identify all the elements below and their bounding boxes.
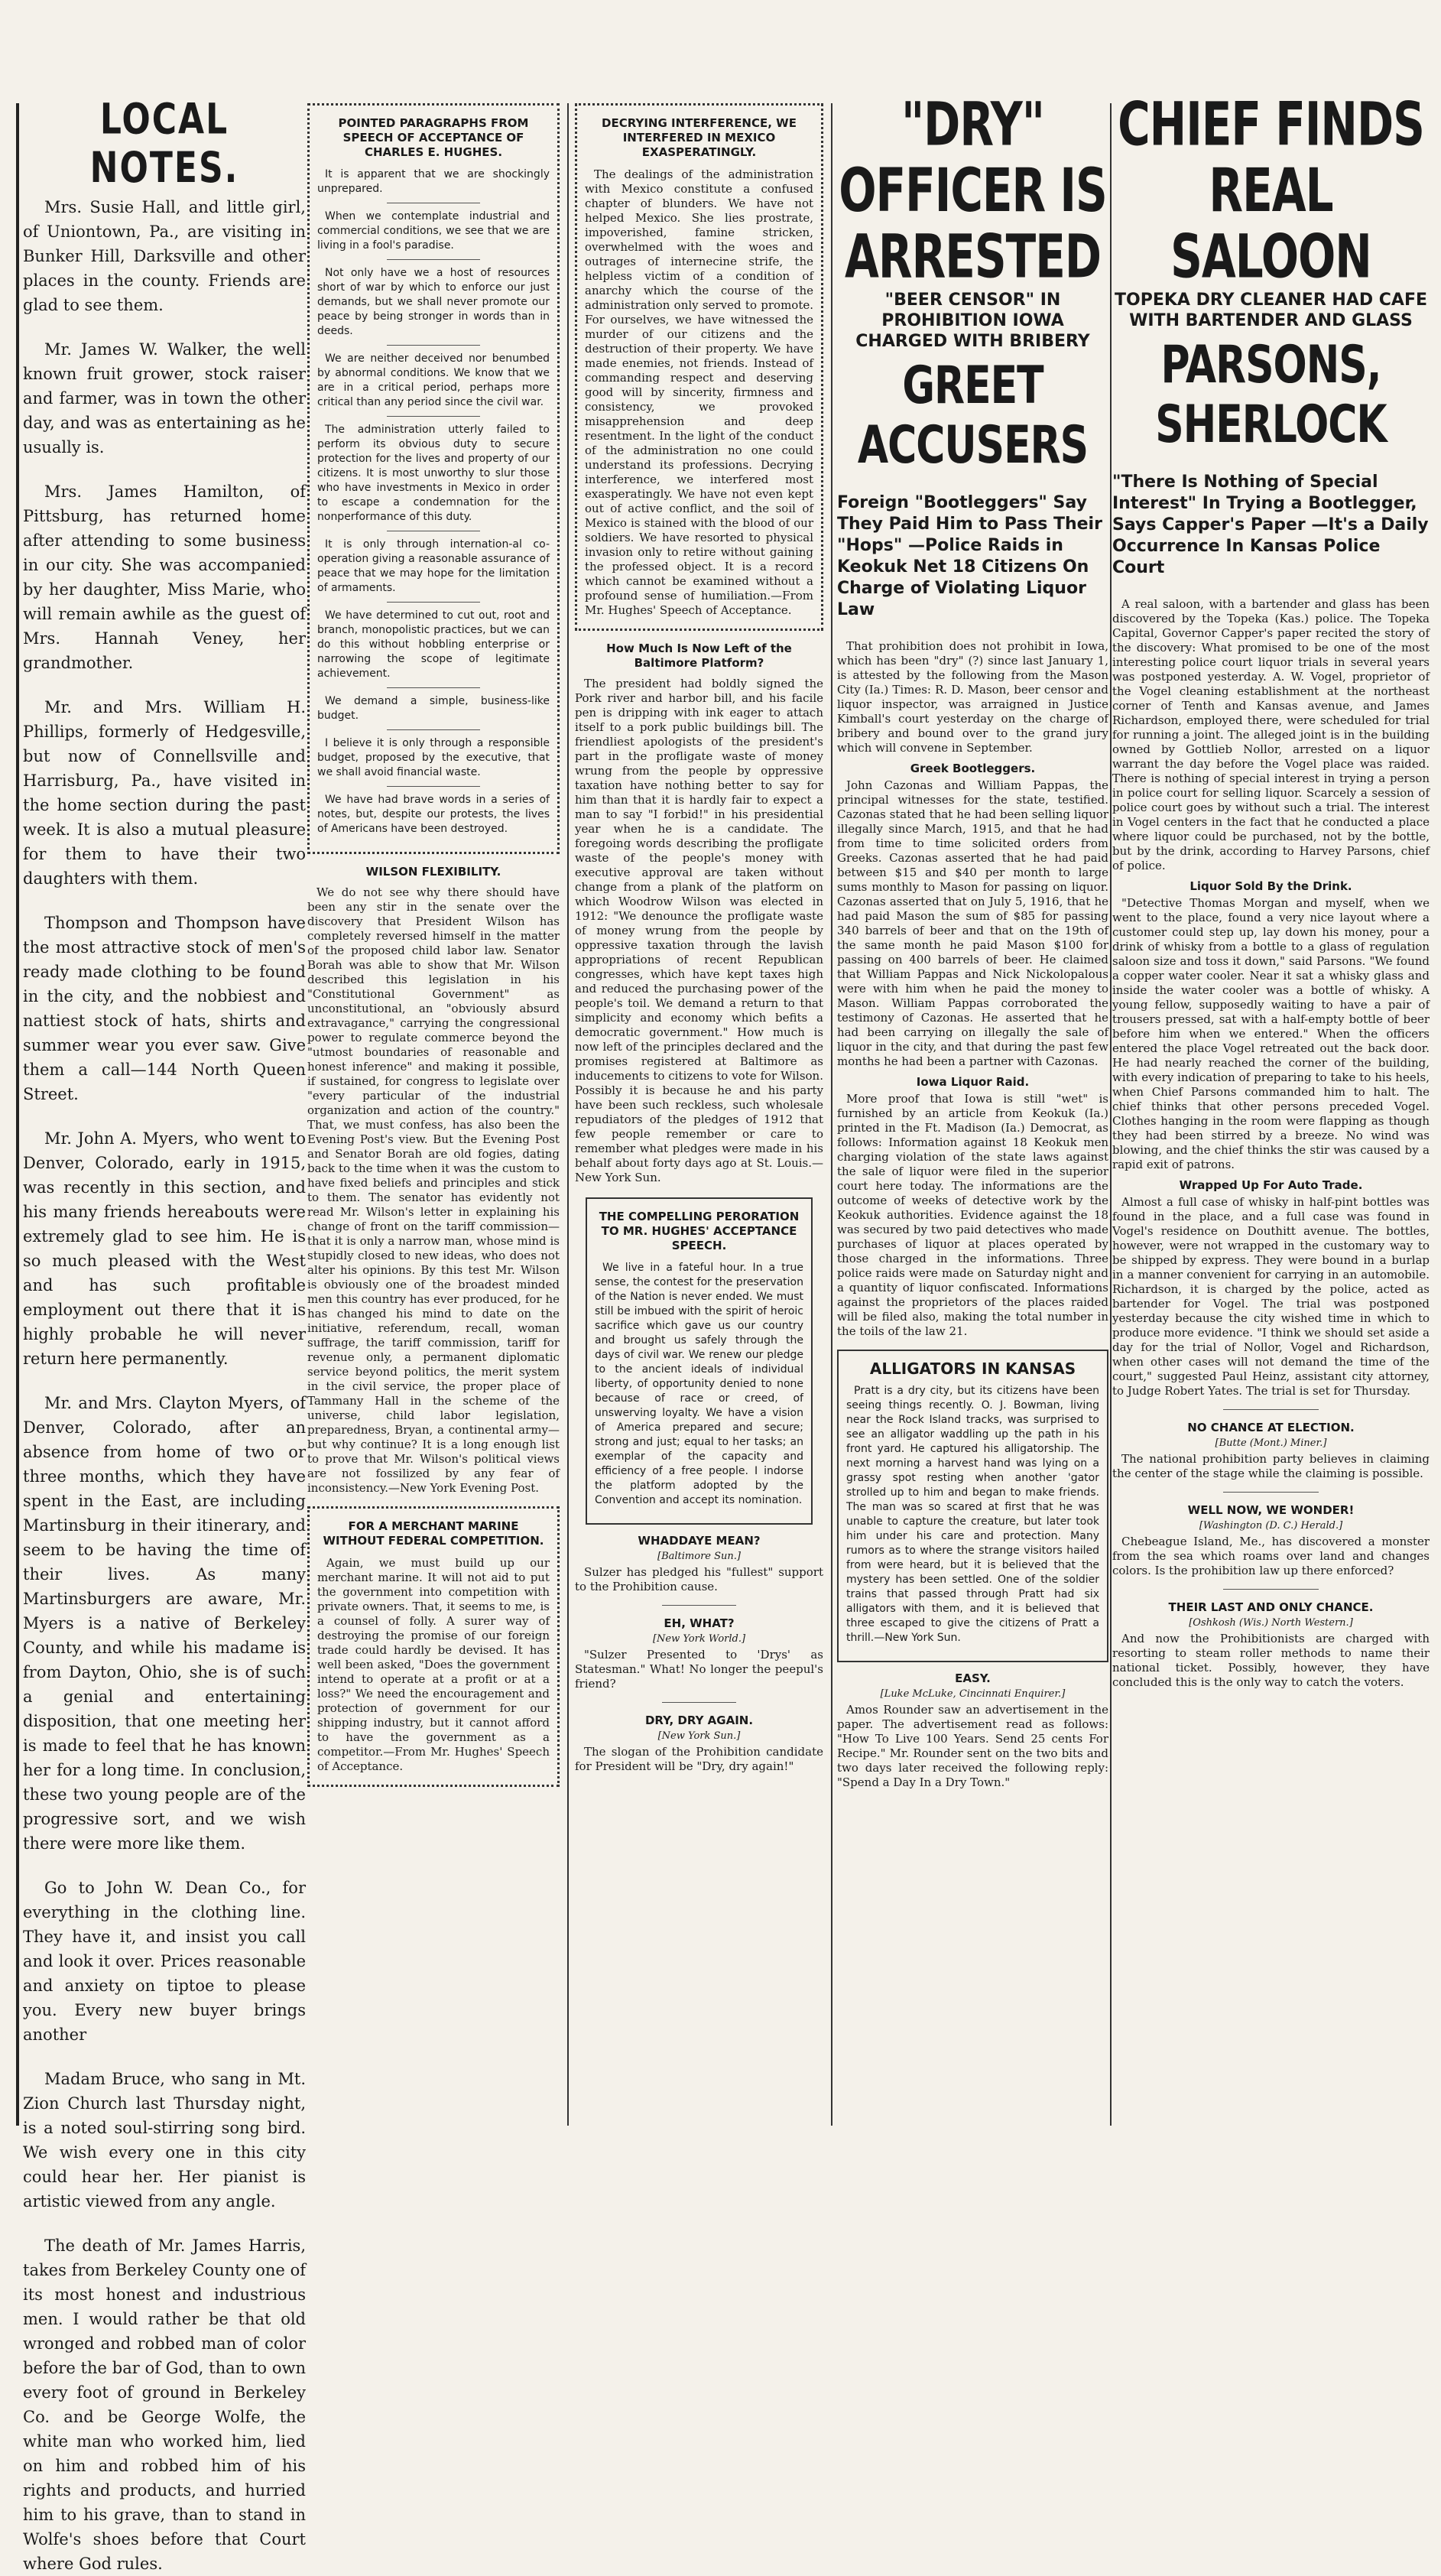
divider — [387, 602, 480, 603]
pointed-paragraph: We have determined to cut out, root and branch, monopolistic practices, but we can do this without hobbling enterprise or narrowing the scope of legitimate achievement. — [317, 609, 550, 680]
liquor-by-drink-title: Liquor Sold By the Drink. — [1189, 879, 1352, 893]
pointed-paragraph: It is apparent that we are shockingly unprepared. — [317, 168, 550, 195]
divider — [1223, 1589, 1319, 1590]
local-notes-column — [23, 95, 306, 2573]
divider — [387, 729, 480, 730]
dry-officer-text: That prohibition does not prohibit in Iowa, which has been "dry" (?) since last January 1, is attested by the following from the Mason City (Ia.) Times: R. D. Mason, beer censor and liquor inspector, was arraigned in Justice Kimball's court yesterday on the charge of bribery and bound over to the grand jury which will convene in September. — [837, 639, 1108, 755]
peroration-title: THE COMPELLING PERORATION TO MR. HUGHES' ACCEPTANCE SPEECH. — [599, 1210, 800, 1252]
iowa-raid-title: Iowa Liquor Raid. — [916, 1075, 1030, 1089]
alligators-title: ALLIGATORS IN KANSAS — [869, 1359, 1076, 1378]
whaddaye-source: [Baltimore Sun.] — [657, 1551, 741, 1562]
greek-bootleggers-text: John Cazonas and William Pappas, the principal witnesses for the state, testified. Cazonas stated that he had been selling liquor illegally since March, 1915, and that he had from time to time solicited orders from Greeks. Cazonas asserted that he had paid between $15 and $40 per month to large sums monthly to Mason for passing on liquor. Cazonas asserted that on July 5, 1916, that he had paid Mason the sum of $85 for passing 340 barrels of beer and that on the 19th of the same month he paid Mason $100 for passing on 400 barrels of beer. He claimed that William Pappas and Nick Nickolopalous were with him when he paid the money to Mason. William Pappas corroborated the testimony of Cazonas. He asserted that he had been carrying on illegally the sale of liquor in the city, and that during the past few months he had been a partner with Cazonas. — [837, 778, 1108, 1068]
local-note: Mrs. Susie Hall, and little girl, of Uniontown, Pa., are visiting in Bunker Hill, Darksville and other places in the county. Friends are glad to see them. — [23, 198, 306, 314]
iowa-raid-text: More proof that Iowa is still "wet" is furnished by an article from Keokuk (Ia.) printed in the Ft. Madison (Ia.) Democrat, as follows: Information against 18 Keokuk men charging violation of the state laws against the sale of liquor were filed in the superior court here today. The informations are the outcome of weeks of detective work by the Keokuk authorities. Evidence against the 18 was secured by two paid detectives who made purchases of liquor at places operated by those charged in the informations. Three police raids were made on Saturday night and a quantity of liquor confiscated. Informations against the proprietors of the places raided will be filed also, making the total number in the toils of the law 21. — [837, 1092, 1108, 1338]
parsons-sherlock-headline: PARSONS, SHERLOCK — [1155, 336, 1387, 455]
local-note: Mr. James W. Walker, the well known fruit grower, stock raiser and farmer, was in town the other day, and was as entertaining as he usually is. — [23, 340, 306, 456]
auto-trade-text: Almost a full case of whisky in half-pint bottles was found in the place, and a full case was found in Vogel's residence on Douthitt avenue. The bottles, however, were not wrapped in the customary way to be shipped by express. They were bound in a burlap in a manner convenient for carrying in an automobile. Richardson, it is charged by the police, acted as bartender for Vogel. The trial was postponed yesterday because the city wished time in which to produce more evidence. "I think we should set aside a day for the trial of Nollor, Vogel and Richardson, when other cases will not demand the time of the court," suggested Paul Heinz, assistant city attorney, to Judge Robert Yates. The trial is set for Thursday. — [1112, 1195, 1430, 1398]
dry-officer-column — [837, 89, 1108, 2126]
alligators-text: Pratt is a dry city, but its citizens have been seeing things recently. O. J. Bowman, living near the Rock Island tracks, was surprised to see an alligator waddling up the path in his front yard. He captured his alligatorship. The next morning a harvest hand was lying on a grassy spot resting when another 'gator strolled up to him and began to make friends. The man was so scared at first that he was unable to capture the creature, but later took him under his care and protection. Many rumors as to where the strange visitors hailed from were heard, but it is believed that the mystery has been settled. One of the soldier trains that passed through Pratt had six alligators with them, and it is believed that three escaped to give the citizens of Pratt a thrill.—New York Sun. — [846, 1385, 1099, 1644]
local-note: Mr. John A. Myers, who went to Denver, Colorado, early in 1915, was recently in this section, and his many friends hereabouts were extremely glad to see him. He is so much pleased with the West and has such profitable employment out there that it is highly probable he will never return here permanently. — [23, 1129, 306, 1368]
greet-accusers-headline: GREET ACCUSERS — [857, 356, 1089, 476]
alligators-box — [837, 1350, 1108, 1662]
pointed-paragraphs-box — [307, 103, 560, 854]
no-chance-text: The national prohibition party believes in claiming the center of the stage while the claiming is possible. — [1112, 1452, 1430, 1480]
we-wonder-text: Chebeague Island, Me., has discovered a monster from the sea which roams over land and changes colors. Is the prohibition law up there enforced? — [1112, 1535, 1430, 1577]
divider — [662, 1605, 737, 1606]
ehwhat-title: EH, WHAT? — [664, 1616, 735, 1630]
pointed-paragraph: I believe it is only through a responsible budget, proposed by the executive, that we shall avoid financial waste. — [317, 737, 550, 778]
local-note: Mr. and Mrs. Clayton Myers, of Denver, Colorado, after an absence from home of two or three months, which they have spent in the East, are including Martinsburg in their itinerary, and seem to be having the time of their lives. As many Martinsburgers are aware, Mr. Myers is a native of Berkeley County, and while his madame is from Dayton, Ohio, she is of such a genial and entertaining disposition, that one meeting her is made to feel that he has known her for a long time. In conclusion, these two young people are of the progressive sort, and we wish there were more like them. — [23, 1394, 306, 1853]
liquor-by-drink-text: "Detective Thomas Morgan and myself, when we went to the place, found a very nice layout where a customer could step up, lay down his money, pour a drink of whisky from a bottle to a glass of regulation saloon size and toss it down," said Parsons. "We found a copper water cooler. Near it sat a whisky glass and inside the water cooler was a bottle of whisky. A young fellow, supposedly waiting to have a pair of trousers pressed, sat with a half-empty bottle of beer before him when we entered." When the officers entered the place Vogel retreated out the back door. He had nearly reached the corner of the building, with every indication of preparing to take to his heels, when Chief Parsons commanded him to halt. The chief thinks that other persons preceded Vogel. Clothes hanging in the room were flapping as though they had been stirred by a breeze. No wind was blowing, and the chief thinks the stir was caused by a rapid exit of patrons. — [1112, 896, 1430, 1171]
baltimore-platform-title: How Much Is Now Left of the Baltimore Platform? — [606, 642, 792, 670]
we-wonder-source: [Washington (D. C.) Herald.] — [1199, 1520, 1343, 1532]
mexico-title: DECRYING INTERFERENCE, WE INTERFERED IN MEXICO EXASPERATINGLY. — [602, 116, 797, 159]
dry-again-text: The slogan of the Prohibition candidate for President will be "Dry, dry again!" — [575, 1745, 823, 1773]
dry-again-title: DRY, DRY AGAIN. — [644, 1714, 754, 1727]
pointed-paragraph: Not only have we a host of resources short of war by which to enforce our just demands, but we shall never promote our peace by being stronger in words than in deeds. — [317, 267, 550, 337]
column-rule — [831, 103, 832, 2126]
last-chance-title: THEIR LAST AND ONLY CHANCE. — [1168, 1600, 1374, 1614]
whaddaye-text: Sulzer has pledged his "fullest" support to the Prohibition cause. — [575, 1565, 823, 1593]
local-note: Thompson and Thompson have the most attractive stock of men's ready made clothing to be found in the city, and the nobbiest and nattiest stock of hats, shirts and summer wear you ever saw. Give them a call—144 North Queen Street. — [23, 914, 306, 1103]
dry-officer-headline: "DRY" OFFICER IS ARRESTED — [839, 89, 1107, 292]
local-note: Mrs. James Hamilton, of Pittsburg, has returned home after attending to some business in our city. She was accompanied by her daughter, Miss Marie, who will remain awhile as the guest of Mrs. Hannah Veney, her grandmother. — [23, 482, 306, 672]
bootleggers-deck: Foreign "Bootleggers" Say They Paid Him to Pass Their "Hops" —Police Raids in Keokuk Net 18 Citizens On Charge of Violating Liquor Law — [837, 493, 1102, 619]
local-notes-title: LOCAL NOTES. — [89, 95, 239, 193]
ehwhat-source: [New York World.] — [652, 1633, 746, 1645]
wilson-flexibility-title: WILSON FLEXIBILITY. — [365, 865, 501, 879]
divider — [662, 1702, 737, 1703]
easy-title: EASY. — [955, 1671, 991, 1685]
divider — [387, 259, 480, 260]
whaddaye-title: WHADDAYE MEAN? — [638, 1534, 761, 1548]
we-wonder-title: WELL NOW, WE WONDER! — [1187, 1503, 1355, 1517]
column-rule — [567, 103, 569, 2126]
divider — [387, 345, 480, 346]
easy-text: Amos Rounder saw an advertisement in the paper. The advertisement read as follows: "How To Live 100 Years. Send 25 cents For Recipe." Mr. Rounder sent on the two bits and two days later received the following reply: "Spend a Day In a Dry Town." — [837, 1703, 1108, 1789]
last-chance-source: [Oshkosh (Wis.) North Western.] — [1189, 1617, 1353, 1629]
local-note: Go to John W. Dean Co., for everything in the clothing line. They have it, and insist you call and look it over. Prices reasonable and anxiety on tiptoe to please you. Every new buyer brings another — [23, 1879, 306, 2044]
column-rule — [1110, 103, 1112, 2126]
merchant-marine-text: Again, we must build up our merchant marine. It will not aid to put the government into competition with private owners. That, it seems to me, is a counsel of folly. A surer way of destroying the promise of our foreign trade could hardly be devised. It has well been asked, "Does the government intend to operate at a profit or at a loss?" We need the encouragement and protection of government for our shipping industry, but it cannot afford to have the government as a competitor.—From Mr. Hughes' Speech of Acceptance. — [317, 1556, 550, 1773]
local-note: Mr. and Mrs. William H. Phillips, formerly of Hedgesville, but now of Connellsville and Harrisburg, Pa., have visited in the home section during the past week. It is also a mutual pleasure for them to have their two daughters with them. — [23, 698, 306, 888]
local-note: The death of Mr. James Harris, takes from Berkeley County one of its most honest and industrious men. I would rather be that old wronged and robbed man of color before the bar of God, than to own every foot of ground in Berkeley Co. and be George Wolfe, the white man who worked him, lied on him and robbed him of his rights and products, and hurried him to his grave, than to stand in Wolfe's shoes before that Court where God rules. — [23, 2237, 306, 2573]
merchant-marine-box — [307, 1506, 560, 1787]
hughes-paragraphs-column — [307, 103, 560, 2126]
wilson-flexibility-text: We do not see why there should have been any stir in the senate over the discovery that President Wilson has completely reversed himself in the matter of the proposed child labor law. Senator Borah was able to show that Mr. Wilson described this legislation in his "Constitutional Government" as unconstitutional, an "obviously absurd extravagance," carrying the congressional power to regulate commerce beyond the "utmost boundaries of reasonable and honest inference" and making it possible, if sustained, for congress to legislate over "every particular of the industrial organization and action of the country." That, we must confess, has also been the Evening Post's view. But the Evening Post and Senator Borah are old fogies, dating back to the time when it was the custom to have fixed beliefs and principles and stick to them. The senator has evidently not read Mr. Wilson's letter in explaining his change of front on the tariff commission—that it is only a narrow man, whose mind is stupidly closed to new ideas, who does not alter his opinions. By this test Mr. Wilson is obviously one of the broadest minded men this country has ever produced, for he has changed his mind to date on the initiative, referendum, recall, woman suffrage, the tariff commission, tariff for revenue only, a permanent diplomatic service beyond politics, the merit system in the civil service, the proper place of Tammany Hall in the scheme of the universe, child labor legislation, preparedness, Bryan, a continental army—but why continue? It is a long enough list to prove that Mr. Wilson's political views are not fossilized by any fear of inconsistency.—New York Evening Post. — [307, 885, 560, 1495]
pointed-paragraph: The administration utterly failed to perform its obvious duty to secure protection for the lives and property of our citizens. It is most unworthy to slur those who have investments in Mexico in order to escape a condemnation for the nonperformance of this duty. — [317, 424, 550, 523]
dry-again-source: [New York Sun.] — [657, 1730, 741, 1742]
mexico-column — [575, 103, 823, 2126]
special-interest-deck: "There Is Nothing of Special Interest" In Trying a Bootlegger, Says Capper's Paper —It's a Daily Occurrence In Kansas Police Court — [1112, 473, 1429, 577]
pointed-paragraphs-title: POINTED PARAGRAPHS FROM SPEECH OF ACCEPTANCE OF CHARLES E. HUGHES. — [338, 116, 529, 159]
pointed-paragraph: We have had brave words in a series of notes, but, despite our protests, the lives of Americans have been destroyed. — [317, 794, 550, 835]
greek-bootleggers-title: Greek Bootleggers. — [910, 762, 1036, 775]
local-note: Madam Bruce, who sang in Mt. Zion Church last Thursday night, is a noted soul-stirring song bird. We wish every one in this city could hear her. Her pianist is artistic viewed from any angle. — [23, 2070, 306, 2211]
merchant-marine-title: FOR A MERCHANT MARINE WITHOUT FEDERAL COMPETITION. — [323, 1519, 544, 1548]
easy-source: [Luke McLuke, Cincinnati Enquirer.] — [880, 1688, 1066, 1700]
last-chance-text: And now the Prohibitionists are charged with resorting to steam roller methods to name their national ticket. Possibly, however, they have concluded this is the only way to catch the voters. — [1112, 1632, 1430, 1689]
pointed-paragraph: It is only through internation-al co-operation giving a reasonable assurance of peace that we may hope for the limitation of armaments. — [317, 538, 550, 594]
divider — [1223, 1409, 1319, 1410]
divider — [387, 786, 480, 787]
topeka-subhead: TOPEKA DRY CLEANER HAD CAFE WITH BARTENDER AND GLASS — [1114, 291, 1428, 330]
pointed-paragraph: When we contemplate industrial and commercial conditions, we see that we are living in a fool's paradise. — [317, 210, 550, 252]
pointed-paragraph: We are neither deceived nor benumbed by abnormal conditions. We know that we are in a critical period, perhaps more critical than any period since the civil war. — [317, 352, 550, 408]
chief-finds-headline: CHIEF FINDS REAL SALOON — [1118, 89, 1424, 292]
no-chance-source: [Butte (Mont.) Miner.] — [1215, 1437, 1327, 1449]
peroration-box — [586, 1197, 813, 1525]
ehwhat-text: "Sulzer Presented to 'Drys' as Statesman." What! No longer the peepul's friend? — [575, 1648, 823, 1691]
mexico-box — [575, 103, 823, 631]
beer-censor-subhead: "BEER CENSOR" IN PROHIBITION IOWA CHARGED WITH BRIBERY — [855, 291, 1090, 351]
divider — [1223, 1492, 1319, 1493]
auto-trade-title: Wrapped Up For Auto Trade. — [1179, 1178, 1363, 1192]
column-rule — [16, 103, 19, 2126]
divider — [387, 416, 480, 417]
real-saloon-text: A real saloon, with a bartender and glass has been discovered by the Topeka (Kas.) police. The Topeka Capital, Governor Capper's paper recited the story of the discovery: What promised to be one of the most interesting police court liquor trials in several years was postponed yesterday. A. W. Vogel, proprietor of the Vogel cleaning establishment at the northeast corner of Tenth and Kansas avenue, and James Richardson, employed there, were scheduled for trial for running a joint. The alleged joint is in the building owned by Gottlieb Nollor, arrested on a liquor warrant the day before the Vogel place was raided. There is nothing of special interest in trying a person in police court for selling liquor. Scarcely a session of police court goes by without such a trial. The interest in Vogel centers in the fact that he conducted a place where liquor could be purchased, not by the bottle, but by the drink, according to Harvey Parsons, chief of police. — [1112, 597, 1430, 872]
baltimore-platform-text: The president had boldly signed the Pork river and harbor bill, and his facile pen is dripping with ink eager to attach itself to a pork public buildings bill. The friendliest apologists of the president's part in the profligate waste of money wrung from the people by oppressive taxation have nothing better to say for him than that it is hardly fair to expect a man to say "I forbid!" in his presidential year when he is a candidate. The foregoing words describing the profligate waste of the people's money with executive approval are taken without change from a plank of the platform on which Woodrow Wilson was elected in 1912: "We denounce the profligate waste of money wrung from the people by oppressive taxation through the lavish appropriations of recent Republican congresses, which have kept taxes high and reduced the purchasing power of the people's toil. We demand a return to that simplicity and economy which befits a democratic government." How much is now left of the principles declared and the promises registered at Baltimore as inducements to citizens to vote for Wilson. Possibly it is because he and his party have been such reckless, such wholesale repudiators of the pledges of 1912 that few people remember or care to remember what pledges were made in his behalf about forty days ago at St. Louis.—New York Sun. — [575, 677, 823, 1184]
divider — [387, 687, 480, 688]
no-chance-title: NO CHANCE AT ELECTION. — [1187, 1421, 1355, 1434]
real-saloon-column — [1112, 89, 1430, 2126]
pointed-paragraph: We demand a simple, business-like budget. — [317, 695, 550, 722]
mexico-text: The dealings of the administration with Mexico constitute a confused chapter of blunders. We have not helped Mexico. She lies prostrate, impoverished, famine stricken, overwhelmed with the woes and outrages of internecine strife, the helpless victim of a condition of anarchy which the course of the administration only served to promote. For ourselves, we have witnessed the murder of our citizens and the destruction of their property. We have made enemies, not friends. Instead of commanding respect and deserving good will by sincerity, firmness and consistency, we provoked misapprehension and deep resentment. In the light of the conduct of the administration no one could understand its professions. Decrying interference, we interfered most exasperatingly. We have not even kept out of active conflict, and the soil of Mexico is stained with the blood of our soldiers. We have resorted to physical invasion only to retire without gaining the professed object. It is a record which cannot be examined without a profound sense of humiliation.—From Mr. Hughes' Speech of Acceptance. — [585, 167, 813, 617]
peroration-text: We live in a fateful hour. In a true sense, the contest for the preservation of the Nation is never ended. We must still be imbued with the spirit of heroic sacrifice which gave us our country and brought us safely through the days of civil war. We renew our pledge to the ancient ideals of individual liberty, of opportunity denied to none because of race or creed, of unswerving loyalty. We have a vision of America prepared and secure; strong and just; equal to her tasks; an exemplar of the capacity and efficiency of a free people. I indorse the platform adopted by the Convention and accept its nomination. — [595, 1262, 803, 1506]
